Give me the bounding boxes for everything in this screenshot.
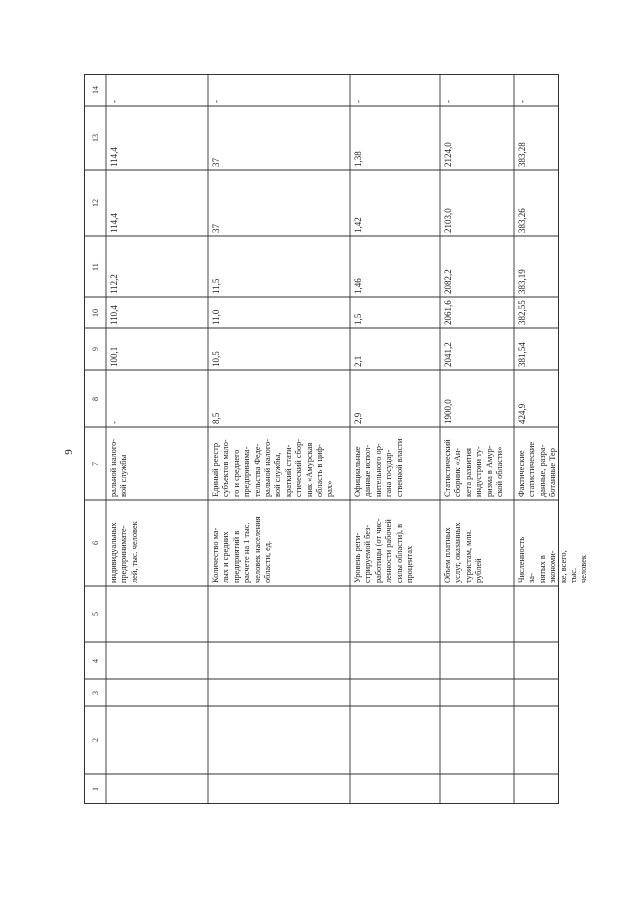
cell-row2-col7: Единый реестр субъектов мало- го и среднего предпринима- тельства Феде- ральной налого- вой службы, краткий стати- стический сбор- ник «Амурская область в циф- рах» (211, 438, 335, 497)
cell-row2-col13: 37 (211, 158, 221, 167)
cell-row1-col12: 114,4 (109, 213, 119, 233)
cell-row1-col11: 112,2 (109, 274, 119, 294)
column-number-6: 6 (90, 541, 100, 545)
cell-row1-col13: 114,4 (109, 147, 119, 167)
cell-row4-col7: Статистический сборник «Ан- кета развития индустрии ту- ризма в Амур- ской области» (443, 439, 505, 497)
cell-row2-col6: Количество ма- лых и средних предприятий в расчете на 1 тыс. человек населения области, ед. (211, 516, 273, 583)
page-number: 9 (63, 449, 75, 455)
column-number-11: 11 (90, 262, 100, 271)
cell-row5-col7: Фактические статистические данные, разра- ботанные Тер (517, 441, 558, 497)
cell-row3-col13: 1,38 (353, 151, 363, 167)
cell-row1-col14: - (109, 100, 119, 103)
cell-row2-col10: 11,0 (211, 309, 221, 325)
cell-row5-col8: 424,9 (517, 403, 527, 424)
cell-row4-col13: 2124,0 (443, 142, 453, 167)
cell-row4-col10: 2061,6 (443, 300, 453, 325)
column-number-9: 9 (90, 347, 100, 351)
cell-row4-col11: 2082,2 (443, 269, 453, 294)
cell-row5-col12: 383,26 (517, 208, 527, 233)
cell-row2-col14: - (211, 100, 221, 103)
cell-row5-col9: 381,54 (517, 342, 527, 367)
cell-row2-col9: 10,5 (211, 351, 221, 367)
cell-row4-col14: - (443, 100, 453, 103)
column-number-12: 12 (90, 199, 100, 207)
cell-row4-col9: 2041,2 (443, 342, 453, 367)
column-number-14: 14 (90, 86, 100, 94)
column-number-7: 7 (90, 461, 100, 466)
column-number-4: 4 (90, 658, 100, 663)
cell-row5-col14: - (517, 100, 527, 103)
column-number-2: 2 (90, 738, 100, 742)
cell-row3-col14: - (353, 100, 363, 103)
cell-row3-col10: 1,5 (353, 313, 363, 325)
cell-row1-col10: 110,4 (109, 305, 119, 325)
cell-row1-col6: индивидуальных предпринимате- лей, тыс. человек (109, 521, 139, 583)
column-number-8: 8 (90, 396, 100, 401)
cell-row5-col13: 383,28 (517, 142, 527, 167)
cell-row3-col12: 1,42 (353, 217, 363, 233)
column-number-13: 13 (90, 134, 100, 142)
cell-row3-col7: Официальные данные испол- нительного ор- гана государ- ственной власти (353, 438, 404, 497)
cell-row2-col12: 37 (211, 224, 221, 233)
column-number-10: 10 (90, 308, 100, 317)
cell-row3-col11: 1,46 (353, 278, 363, 294)
cell-row4-col6: Объем платных услуг, оказанных туристам, млн. рублей (443, 522, 484, 583)
cell-row2-col8: 8,5 (211, 412, 221, 424)
cell-row1-col7: ральной налого- вой службы (109, 438, 129, 497)
cell-row3-col9: 2,1 (353, 355, 363, 367)
column-number-3: 3 (90, 690, 100, 695)
cell-row1-col9: 100,1 (109, 346, 119, 367)
column-number-1: 1 (90, 787, 100, 791)
cell-row4-col12: 2103,0 (443, 208, 453, 233)
data-table (84, 74, 589, 804)
cell-row5-col6: Численность за- нятых в экономи- ке, всего, тыс. человек (517, 536, 589, 583)
cell-row2-col11: 11,5 (211, 278, 221, 294)
cell-row4-col8: 1900,0 (443, 399, 453, 424)
cell-row5-col11: 383,19 (517, 269, 527, 294)
cell-row3-col8: 2,9 (353, 412, 363, 424)
cell-row1-col8: - (109, 421, 119, 424)
cell-row5-col10: 382,55 (517, 300, 527, 325)
cell-row3-col6: Уровень реги- стрируемой без- работицы (от чис- ленности рабочей силы области), в процентах (353, 518, 415, 583)
column-number-5: 5 (90, 612, 100, 616)
